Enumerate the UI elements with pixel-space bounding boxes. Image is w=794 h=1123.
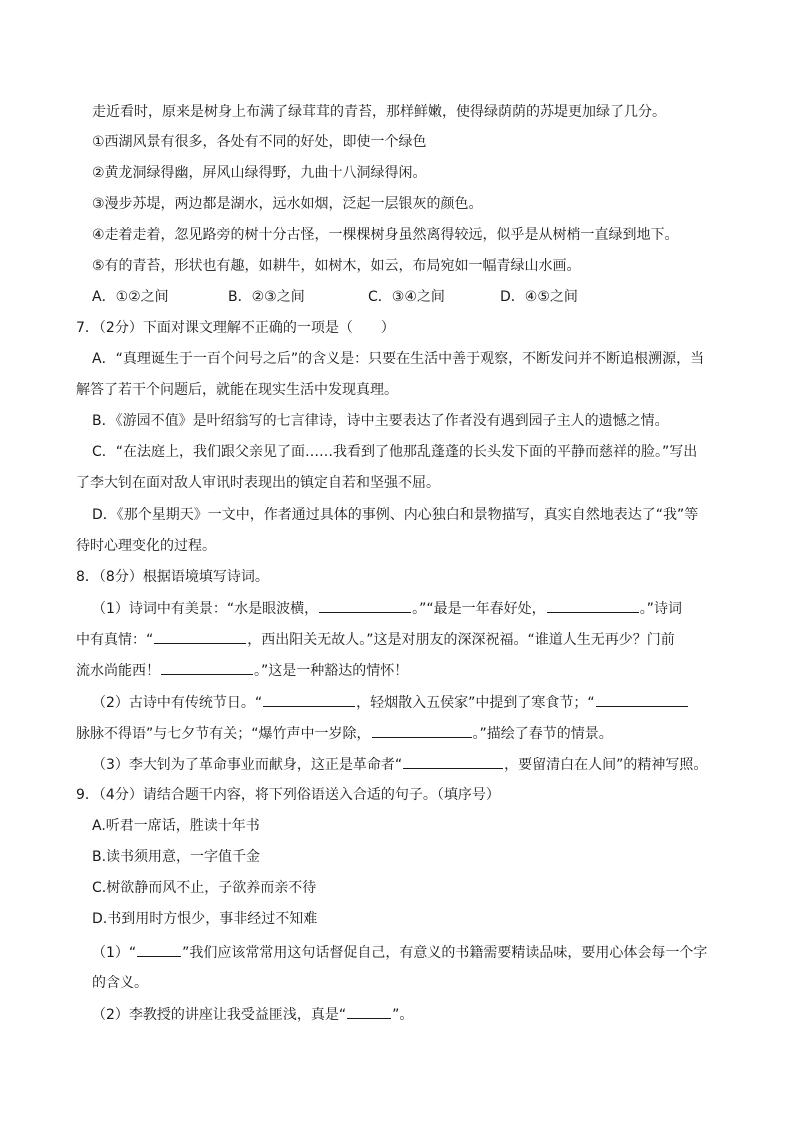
q7-option-a-line2: 解答了若干个问题后，就能在现实生活中发现真理。 [76, 382, 398, 398]
sentence-3: ③漫步苏堤，两边都是湖水，远水如烟，泛起一层银灰的颜色。 [92, 196, 483, 212]
answer-blank[interactable] [154, 629, 246, 644]
q8-part2-line2: 脉脉不得语”与七夕节有关；“爆竹声中一岁除， 。”描绘了春节的情景。 [76, 723, 613, 744]
answer-blank[interactable] [263, 692, 355, 707]
answer-blank[interactable] [161, 660, 253, 675]
q8-part1-line2: 中有真情：“ ，西出阳关无故人。”这是对朋友的深深祝福。“谁道人生无再少？门前 [76, 629, 675, 650]
q6-option-b[interactable]: B．②③之间 [228, 289, 305, 305]
q6-options [92, 287, 732, 307]
answer-blank[interactable] [372, 723, 472, 738]
q7-option-c-line2: 了李大钊在面对敌人审讯时表现出的镇定自若和坚强不屈。 [76, 475, 440, 491]
q7-option-a-line1[interactable]: A．“真理诞生于一百个问号之后”的含义是：只要在生活中善于观察，不断发问并不断追根溯源，当 [92, 351, 705, 367]
q8-part1-line1: （1）诗词中有美景：“水是眼波横， 。”“最是一年春好处， 。”诗词 [92, 598, 682, 619]
q7-option-d-line2: 待时心理变化的过程。 [76, 538, 216, 554]
sentence-5: ⑤有的青苔，形状也有趣，如耕牛，如树木，如云，布局宛如一幅青绿山水画。 [92, 258, 581, 274]
q9-option-d: D.书到用时方恨少，事非经过不知难 [92, 911, 318, 927]
q7-option-b[interactable]: B．《游园不值》是叶绍翁写的七言律诗，诗中主要表达了作者没有遇到园子主人的遗憾之情。 [92, 413, 669, 429]
q9-option-a: A.听君一席话，胜读十年书 [92, 818, 260, 834]
q8-part1-line3: 流水尚能西！ 。”这是一种豁达的情怀！ [76, 660, 408, 681]
q9-sentence1-line1: （1）“ ”我们应该常常用这句话督促自己，有意义的书籍需要精读品味，要用心体会每一个字 [92, 942, 707, 963]
q8-part2-line1: （2）古诗中有传统节日。“ ，轻烟散入五侯家”中提到了寒食节；“ [92, 692, 689, 713]
sentence-1: ①西湖风景有很多，各处有不同的好处，即使一个绿色 [92, 134, 427, 150]
answer-blank[interactable] [137, 942, 181, 957]
q9-option-b: B.读书须用意，一字值千金 [92, 849, 261, 865]
answer-blank[interactable] [319, 598, 411, 613]
answer-blank[interactable] [596, 692, 688, 707]
q7-option-c-line1[interactable]: C．“在法庭上，我们跟父亲见了面……我看到了他那乱蓬蓬的长头发下面的平静而慈祥的脸。”写出 [92, 444, 698, 460]
answer-blank[interactable] [547, 598, 639, 613]
sentence-4: ④走着走着，忽见路旁的树十分古怪，一棵棵树身虽然离得较远，似乎是从树梢一直绿到地下。 [92, 227, 679, 243]
answer-blank[interactable] [347, 1004, 391, 1019]
sentence-2: ②黄龙洞绿得幽，屏风山绿得野，九曲十八洞绿得闲。 [92, 165, 427, 181]
q9-option-c: C.树欲静而风不止，子欲养而亲不待 [92, 880, 317, 896]
q9-sentence1-line2: 的含义。 [92, 975, 148, 991]
passage-last-sentence: 走近看时，原来是树身上布满了绿茸茸的青苔，那样鲜嫩，使得绿荫荫的苏堤更加绿了几分。 [92, 104, 666, 120]
q6-option-c[interactable]: C．③④之间 [368, 289, 445, 305]
q6-option-d[interactable]: D．④⑤之间 [500, 289, 578, 305]
q8-part3: （3）李大钊为了革命事业而献身，这正是革命者“ ，要留清白在人间”的精神写照。 [92, 754, 707, 775]
q8-stem: 8．（8分）根据语境填写诗词。 [76, 569, 269, 585]
q6-option-a[interactable]: A．①②之间 [92, 289, 169, 305]
answer-blank[interactable] [403, 754, 503, 769]
q9-sentence2: （2）李教授的讲座让我受益匪浅，真是“ ”。 [92, 1004, 413, 1025]
q7-stem: 7．（2分）下面对课文理解不正确的一项是（ ） [76, 320, 395, 336]
q9-stem: 9．（4分）请结合题干内容，将下列俗语送入合适的句子。（填序号） [76, 787, 500, 803]
q7-option-d-line1[interactable]: D．《那个星期天》一文中，作者通过具体的事例、内心独白和景物描写，真实自然地表达了“我”等 [92, 507, 699, 523]
